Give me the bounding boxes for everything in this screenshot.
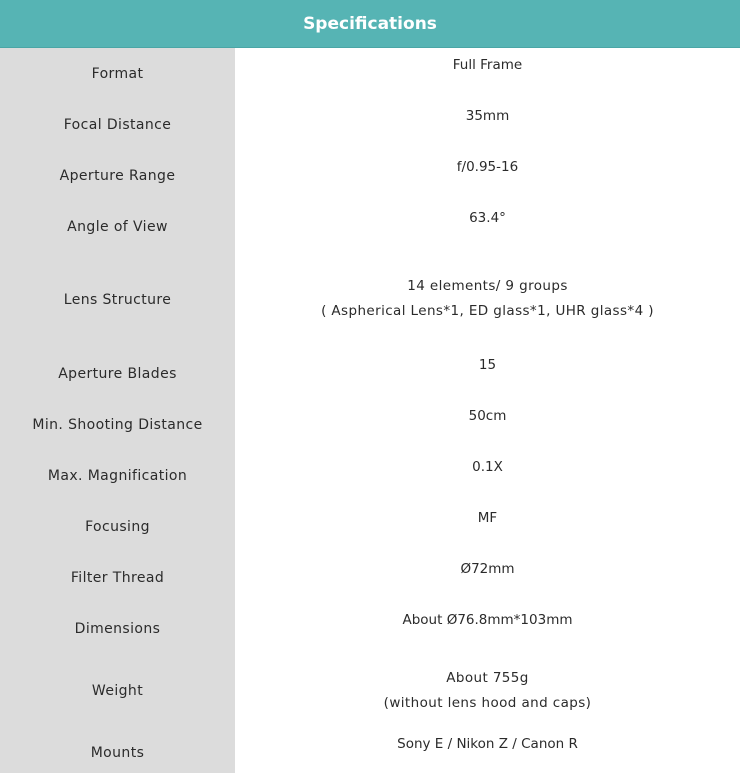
- spec-value: [235, 404, 740, 429]
- spec-value-line: 63.4°: [469, 210, 506, 226]
- spec-value-line: 35mm: [465, 108, 510, 124]
- spec-label: Max. Magnification: [47, 468, 188, 484]
- spec-label: Lens Structure: [63, 292, 172, 308]
- spec-value: [235, 155, 740, 180]
- spec-value-line: 14 elements/ 9 groups: [407, 278, 568, 294]
- spec-value-line: About Ø76.8mm*103mm: [402, 612, 573, 628]
- spec-label: Angle of View: [67, 219, 168, 235]
- spec-value: [235, 53, 740, 78]
- spec-label: Mounts: [90, 745, 145, 761]
- spec-value-line: About 755g: [446, 670, 529, 686]
- page-title: Specifications: [303, 13, 437, 34]
- spec-value: [235, 455, 740, 480]
- spec-value: [235, 274, 740, 324]
- spec-value-line: ( Aspherical Lens*1, ED glass*1, UHR glass*4 ): [321, 303, 654, 319]
- spec-value-line: f/0.95-16: [456, 159, 519, 175]
- spec-label: Format: [91, 66, 144, 82]
- spec-label: Focal Distance: [63, 117, 172, 133]
- spec-value: [235, 557, 740, 582]
- spec-value-line: Full Frame: [452, 57, 523, 73]
- spec-value-line: Sony E / Nikon Z / Canon R: [397, 736, 578, 752]
- specifications-table: [0, 48, 740, 773]
- spec-value-line: 15: [478, 357, 497, 373]
- spec-value-line: 50cm: [468, 408, 507, 424]
- spec-label: Focusing: [85, 519, 150, 535]
- spec-label: Aperture Range: [59, 168, 176, 184]
- spec-label: Filter Thread: [70, 570, 165, 586]
- spec-value: [235, 104, 740, 129]
- spec-label: Dimensions: [74, 621, 161, 637]
- specifications-header: [0, 0, 740, 48]
- spec-value-line: Ø72mm: [460, 561, 515, 577]
- spec-value: [235, 353, 740, 378]
- spec-value: [235, 206, 740, 231]
- spec-value-line: MF: [477, 510, 498, 526]
- spec-label: Aperture Blades: [58, 366, 177, 382]
- spec-value: [235, 506, 740, 531]
- spec-value-line: (without lens hood and caps): [383, 695, 592, 711]
- spec-value-line: 0.1X: [472, 459, 503, 475]
- label-column: [0, 48, 235, 773]
- spec-value: [235, 732, 740, 757]
- spec-label: Weight: [91, 683, 144, 699]
- spec-value: [235, 608, 740, 633]
- spec-value: [235, 666, 740, 716]
- spec-label: Min. Shooting Distance: [32, 417, 203, 433]
